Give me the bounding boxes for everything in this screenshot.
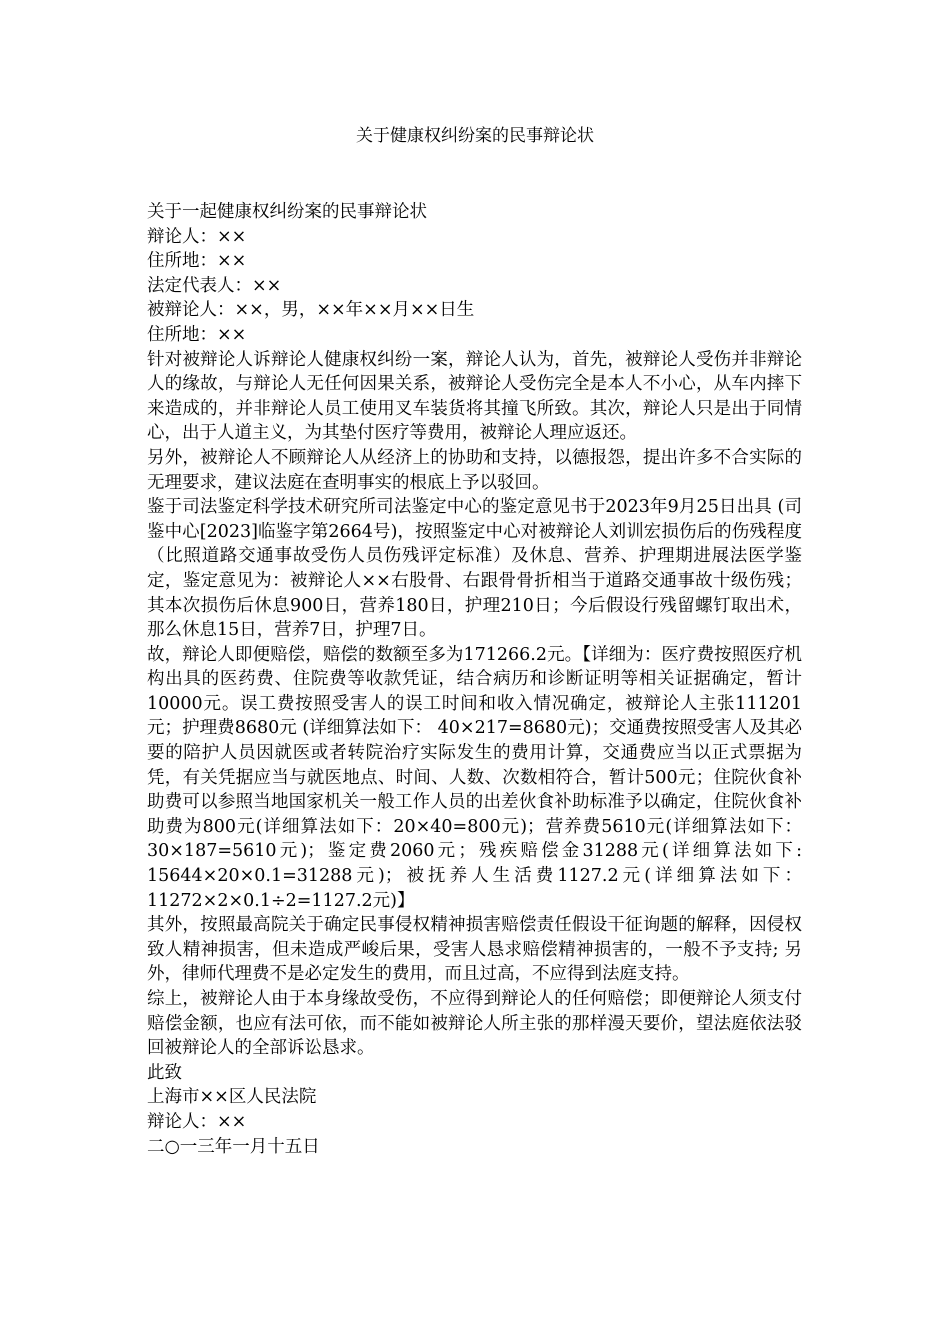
appraisal-paragraph: 鉴于司法鉴定科学技术研究所司法鉴定中心的鉴定意见书于2023年9月25日出具 (司鉴中心[2023]临鉴字第2664号)，按照鉴定中心对被辩论人刘训宏损伤后的伤残程度（比照道路交通事故受伤人员伤残评定标准）及休息、营养、护理期进展法医学鉴定，鉴定意见为：被辩论人××右股骨、右跟骨骨折相当于道路交通事故十级伤残；其本次损伤后休息900日，营养180日，护理210日；今后假设行残留螺钉取出术，那么休息15日，营养7日，护理7日。 bbox=[147, 497, 802, 641]
document-body bbox=[147, 200, 802, 1159]
conclusion-paragraph: 综上，被辩论人由于本身缘故受伤，不应得到辩论人的任何赔偿；即便辩论人须支付赔偿金额，也应有法可依，而不能如被辩论人所主张的那样漫天要价，望法庭依法驳回被辩论人的全部诉讼恳求。 bbox=[147, 989, 802, 1059]
opposing-party-line: 被辩论人：××，男，××年××月××日生 bbox=[147, 300, 475, 321]
legal-representative-line: 法定代表人：×× bbox=[147, 275, 282, 296]
page-title: 关于健康权纠纷案的民事辩论状 bbox=[356, 126, 594, 146]
signature-line: 辩论人：×× bbox=[147, 1111, 247, 1132]
date-line: 二○一三年一月十五日 bbox=[147, 1136, 320, 1157]
mental-damage-paragraph: 其外，按照最高院关于确定民事侵权精神损害赔偿责任假设干征询题的解释，因侵权致人精神损害，但未造成严峻后果，受害人恳求赔偿精神损害的，一般不予支持; 另外，律师代理费不是必定发生的费用，而且过高，不应得到法庭支持。 bbox=[147, 915, 802, 985]
salutation-line: 此致 bbox=[147, 1062, 182, 1083]
opposing-party-address-line: 住所地：×× bbox=[147, 324, 247, 345]
argument-paragraph-1: 针对被辩论人诉辩论人健康权纠纷一案，辩论人认为，首先，被辩论人受伤并非辩论人的缘故，与辩论人无任何因果关系，被辩论人受伤完全是本人不小心，从车内摔下来造成的，并非辩论人员工使用叉车装货将其撞飞所致。其次，辩论人只是出于同情心，出于人道主义，为其垫付医疗等费用，被辩论人理应返还。 bbox=[147, 349, 802, 444]
argument-paragraph-2: 另外，被辩论人不顾辩论人从经济上的协助和支持，以德报怨，提出许多不合实际的无理要求，建议法庭在查明事实的根底上予以驳回。 bbox=[147, 447, 802, 493]
document-heading: 关于一起健康权纠纷案的民事辩论状 bbox=[147, 202, 427, 222]
respondent-address-line: 住所地：×× bbox=[147, 251, 247, 272]
court-name-line: 上海市××区人民法院 bbox=[147, 1087, 317, 1108]
respondent-line: 辩论人：×× bbox=[147, 226, 247, 247]
compensation-paragraph: 故，辩论人即便赔偿，赔偿的数额至多为171266.2元。【详细为：医疗费按照医疗机构出具的医药费、住院费等收款凭证，结合病历和诊断证明等相关证据确定，暂计10000元。误工费按照受害人的误工时间和收入情况确定，被辩论人主张111201元；护理费8680元 (详细算法如下： 40×217=8680元)；交通费按照受害人及其必要的陪护人员因就医或者转院治疗实际发生的费用计算，交通费应当以正式票据为凭，有关凭据应当与就医地点、时间、人数、次数相符合，暂计500元；住院伙食补助费可以参照当地国家机关一般工作人员的出差伙食补助标准予以确定，住院伙食补助费为800元(详细算法如下：20×40=800元)；营养费5610元(详细算法如下：30×187=5610元)；鉴定费2060元；残疾赔偿金31288元(详细算法如下: 15644×20×0.1=31288元)；被抚养人生活费1127.2元(详细算法如下：11272×2×0.1÷2=1127.2元)】 bbox=[147, 644, 802, 911]
